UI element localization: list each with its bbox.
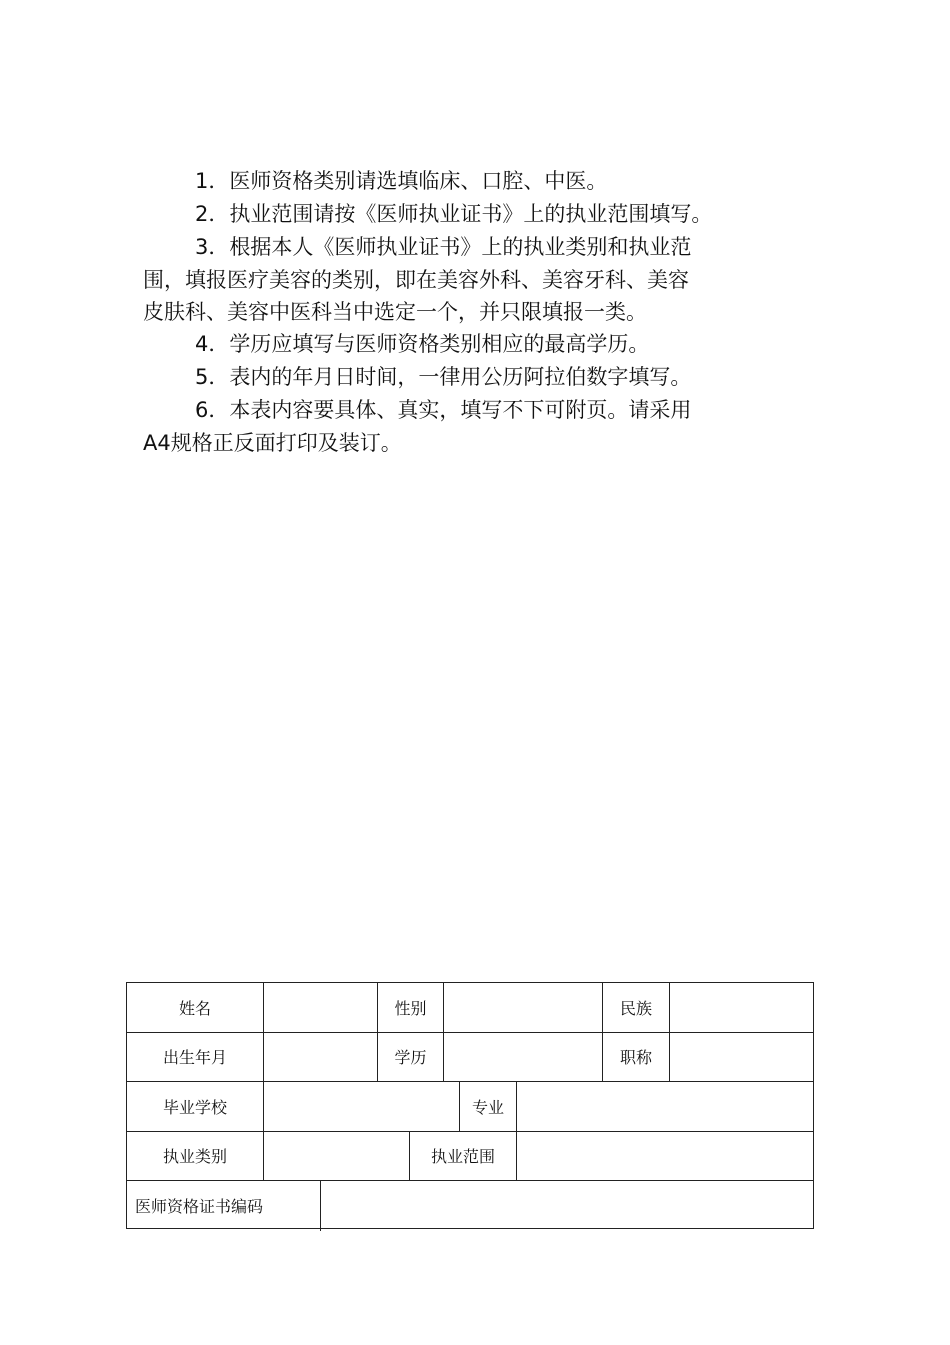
- instruction-3-cont-a: 围，填报医疗美容的类别，即在美容外科、美容牙科、美容: [143, 268, 689, 292]
- certificate-field[interactable]: [321, 1181, 813, 1231]
- instruction-5: 5．表内的年月日时间，一律用公历阿拉伯数字填写。: [195, 365, 692, 389]
- title-label: 职称: [603, 1033, 670, 1082]
- school-label: 毕业学校: [127, 1082, 264, 1131]
- table-row-practice: [127, 1132, 813, 1182]
- practice-scope-label: 执业范围: [410, 1132, 517, 1181]
- education-field[interactable]: [444, 1033, 603, 1082]
- table-row-birth: [127, 1033, 813, 1083]
- gender-field[interactable]: [444, 983, 603, 1032]
- instruction-2: 2．执业范围请按《医师执业证书》上的执业范围填写。: [195, 202, 713, 226]
- ethnicity-label: 民族: [603, 983, 670, 1032]
- instruction-1: 1．医师资格类别请选填临床、口腔、中医。: [195, 169, 608, 193]
- school-field[interactable]: [264, 1082, 460, 1131]
- table-row-name: [127, 983, 813, 1033]
- major-field[interactable]: [517, 1082, 813, 1131]
- gender-label: 性别: [378, 983, 444, 1032]
- title-field[interactable]: [670, 1033, 813, 1082]
- certificate-label: 医师资格证书编码: [127, 1181, 321, 1231]
- name-field[interactable]: [264, 983, 378, 1032]
- education-label: 学历: [378, 1033, 444, 1082]
- instruction-6: 6．本表内容要具体、真实，填写不下可附页。请采用: [195, 398, 692, 422]
- practice-scope-field[interactable]: [517, 1132, 813, 1181]
- instruction-3-cont-b: 皮肤科、美容中医科当中选定一个，并只限填报一类。: [143, 300, 647, 324]
- instruction-3: 3．根据本人《医师执业证书》上的执业类别和执业范: [195, 235, 692, 259]
- practice-type-label: 执业类别: [127, 1132, 264, 1181]
- instruction-4: 4．学历应填写与医师资格类别相应的最高学历。: [195, 332, 650, 356]
- major-label: 专业: [460, 1082, 517, 1131]
- birth-field[interactable]: [264, 1033, 378, 1082]
- practice-type-field[interactable]: [264, 1132, 410, 1181]
- table-row-certificate: [127, 1181, 813, 1231]
- name-label: 姓名: [127, 983, 264, 1032]
- birth-label: 出生年月: [127, 1033, 264, 1082]
- ethnicity-field[interactable]: [670, 983, 813, 1032]
- instruction-6-cont: A4规格正反面打印及装订。: [143, 431, 402, 455]
- applicant-info-table: [126, 982, 814, 1229]
- table-row-school: [127, 1082, 813, 1132]
